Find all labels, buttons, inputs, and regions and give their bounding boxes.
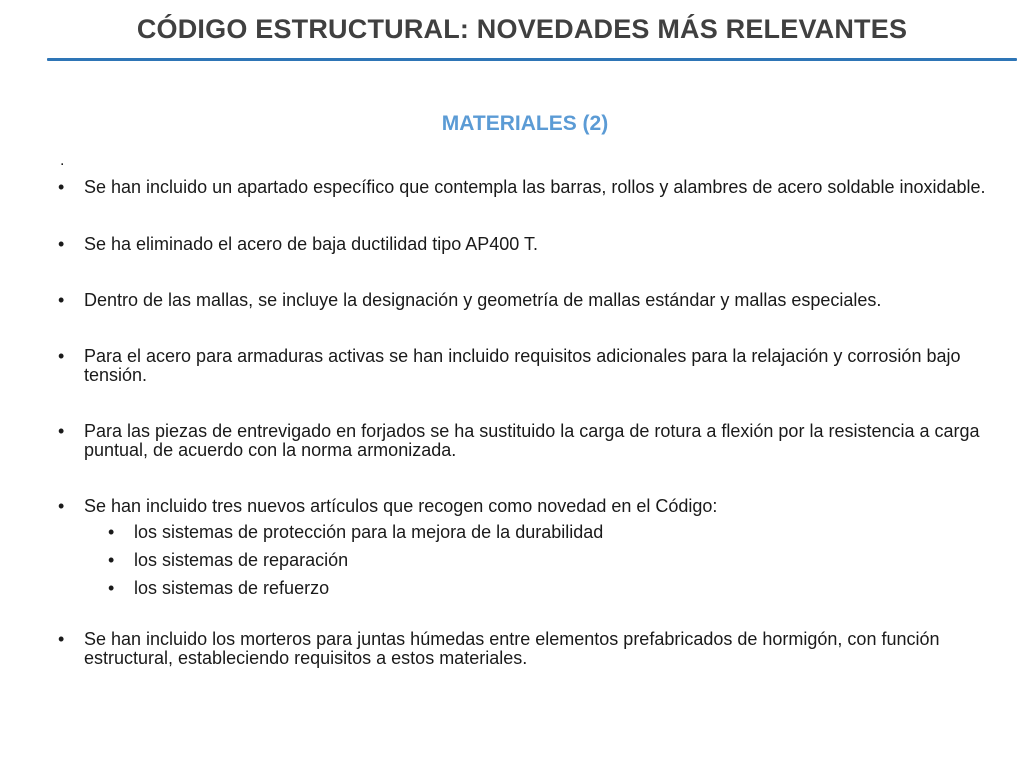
- bullet-item: [58, 630, 988, 668]
- sub-bullet-mark: •: [108, 522, 115, 542]
- bullet-mark: •: [58, 496, 65, 516]
- sub-bullet-text: los sistemas de refuerzo: [134, 578, 330, 598]
- bullet-text: Se ha eliminado el acero de baja ductilidad tipo AP400 T.: [84, 234, 538, 254]
- bullet-item: [58, 422, 988, 460]
- bullet-item: [58, 235, 988, 254]
- bullet-text: Se han incluido un apartado específico que contempla las barras, rollos y alambres de acero soldable inoxidable.: [84, 177, 986, 197]
- bullet-item: [58, 497, 988, 516]
- sub-bullet-text: los sistemas de protección para la mejora de la durabilidad: [134, 522, 604, 542]
- stray-dot: .: [60, 152, 65, 169]
- bullet-text: Se han incluido tres nuevos artículos que recogen como novedad en el Código:: [84, 496, 718, 516]
- bullet-text: Para las piezas de entrevigado en forjados se ha sustituido la carga de rotura a flexión por la resistencia a carga puntual, de acuerdo con la norma armonizada.: [84, 421, 980, 460]
- section-subtitle: MATERIALES (2): [441, 112, 609, 135]
- bullet-mark: •: [58, 177, 65, 197]
- bullet-list: [58, 178, 988, 668]
- sub-bullet-item: [58, 574, 988, 602]
- bullet-text: Se han incluido los morteros para juntas húmedas entre elementos prefabricados de hormigón, con función estructural, estableciendo requisitos a estos materiales.: [84, 629, 940, 668]
- bullet-mark: •: [58, 234, 65, 254]
- sub-bullet-text: los sistemas de reparación: [134, 550, 349, 570]
- bullet-text: Dentro de las mallas, se incluye la designación y geometría de mallas estándar y mallas especiales.: [84, 290, 882, 310]
- title-underline: [47, 58, 1017, 61]
- sub-bullet-mark: •: [108, 578, 115, 598]
- bullet-mark: •: [58, 629, 65, 649]
- slide-title: CÓDIGO ESTRUCTURAL: NOVEDADES MÁS RELEVANTES: [136, 14, 908, 44]
- bullet-text: Para el acero para armaduras activas se han incluido requisitos adicionales para la relajación y corrosión bajo tensión.: [84, 346, 961, 385]
- bullet-item: [58, 178, 988, 197]
- bullet-item: [58, 291, 988, 310]
- sub-bullet-mark: •: [108, 550, 115, 570]
- sub-bullet-item: [58, 546, 988, 574]
- bullet-mark: •: [58, 346, 65, 366]
- bullet-item: [58, 347, 988, 385]
- sub-bullet-item: [58, 518, 988, 546]
- bullet-mark: •: [58, 290, 65, 310]
- bullet-mark: •: [58, 421, 65, 441]
